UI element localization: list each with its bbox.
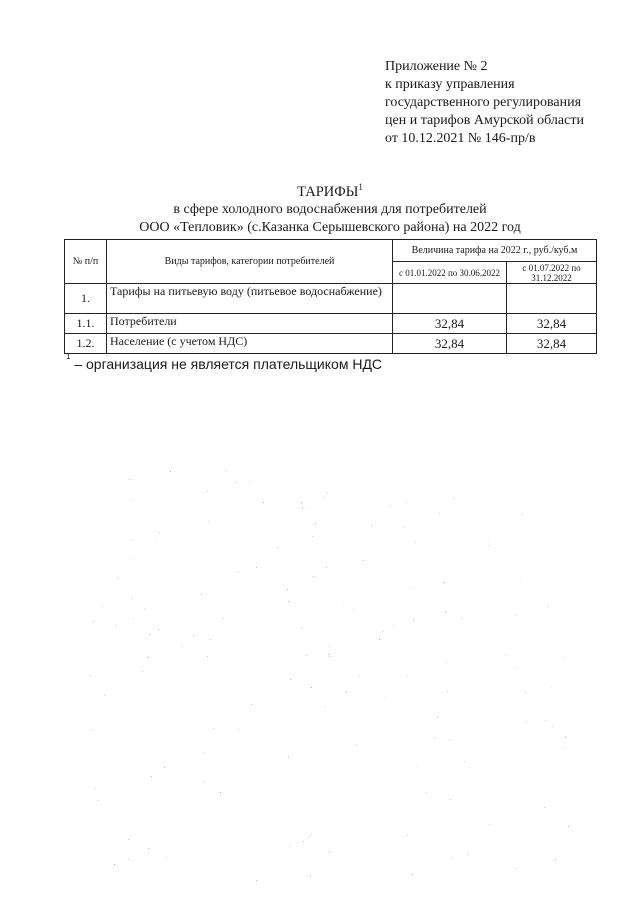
scan-speck — [226, 470, 227, 471]
scan-speck — [148, 848, 149, 849]
scan-speck — [412, 874, 413, 875]
table-header-row — [65, 240, 597, 262]
scan-speck — [239, 729, 240, 730]
scan-speck — [290, 679, 291, 680]
footnote-text: – организация не является плательщиком НДС — [70, 356, 383, 372]
scan-speck — [263, 502, 264, 503]
scan-speck — [412, 588, 413, 589]
scan-speck — [328, 646, 329, 647]
row-name: Тарифы на питьевую воду (питьевое водоснабжение) — [107, 284, 393, 314]
scan-speck — [301, 628, 302, 629]
scan-speck — [193, 635, 194, 636]
scan-speck — [131, 539, 132, 540]
scan-speck — [469, 767, 470, 768]
scan-speck — [303, 841, 304, 842]
scan-speck — [489, 545, 490, 546]
scan-speck — [363, 560, 364, 561]
scan-speck — [90, 675, 91, 676]
scan-speck — [312, 536, 313, 537]
scan-speck — [403, 527, 404, 528]
scan-speck — [565, 747, 566, 748]
appendix-line: Приложение № 2 — [385, 59, 488, 74]
scan-speck — [170, 471, 171, 472]
scan-speck — [288, 756, 289, 757]
scan-speck — [142, 671, 143, 672]
scan-speck — [413, 620, 414, 621]
header-period-2: с 01.07.2022 по 31.12.2022 — [507, 262, 597, 284]
title-line-2: ООО «Тепловик» (с.Казанка Серышевского района) на 2022 год — [139, 219, 521, 235]
title-text: ТАРИФЫ — [297, 183, 359, 200]
scan-speck — [288, 601, 289, 602]
scan-speck — [238, 572, 239, 573]
scan-speck — [516, 615, 517, 616]
scan-speck — [407, 835, 408, 836]
scan-speck — [364, 854, 365, 855]
scan-speck — [379, 639, 380, 640]
scan-speck — [407, 676, 408, 677]
scan-speck — [104, 695, 105, 696]
table-row — [65, 314, 597, 334]
scan-speck — [426, 792, 427, 793]
scan-speck — [525, 692, 526, 693]
scan-speck — [565, 737, 566, 738]
appendix-line: от 10.12.2021 № 146-пр/в — [385, 131, 536, 146]
appendix-line: к приказу управления — [385, 77, 515, 92]
scan-speck — [437, 717, 438, 718]
scan-speck — [343, 602, 344, 603]
scan-speck — [128, 839, 129, 840]
appendix-line: цен и тарифов Амурской области — [385, 113, 584, 128]
row-value-2: 32,84 — [507, 314, 597, 334]
scan-speck — [133, 618, 134, 619]
scan-speck — [329, 656, 330, 657]
scan-speck — [356, 744, 357, 745]
scan-speck — [434, 738, 435, 739]
scan-speck — [544, 807, 545, 808]
row-num: 1.1. — [65, 314, 107, 334]
header-period-1: с 01.01.2022 по 30.06.2022 — [393, 262, 507, 284]
scan-speck — [220, 792, 221, 793]
scan-speck — [197, 634, 198, 635]
scan-speck — [310, 876, 311, 877]
scan-speck — [449, 739, 450, 740]
scan-speck — [346, 692, 347, 693]
scan-speck — [461, 618, 462, 619]
scan-speck — [148, 657, 149, 658]
scan-speck — [415, 541, 416, 542]
scan-speck — [256, 567, 257, 568]
row-value-1 — [393, 284, 507, 314]
scan-speck — [417, 767, 418, 768]
scan-speck — [552, 726, 553, 727]
scan-speck — [406, 502, 407, 503]
scan-speck — [468, 854, 469, 855]
scan-speck — [555, 859, 556, 860]
footnote — [66, 352, 383, 372]
scan-speck — [114, 864, 115, 865]
footnote-mark: 1 — [66, 352, 71, 362]
scan-speck — [213, 728, 214, 729]
scan-speck — [520, 581, 521, 582]
scan-speck — [158, 629, 159, 630]
scan-speck — [439, 513, 440, 514]
scan-speck — [353, 609, 354, 610]
scan-speck — [545, 720, 546, 721]
row-value-1: 32,84 — [393, 314, 507, 334]
scan-speck — [132, 598, 133, 599]
row-name: Потребители — [107, 314, 393, 334]
scan-speck — [207, 656, 208, 657]
table-row — [65, 284, 597, 314]
scan-speck — [223, 618, 224, 619]
scan-speck — [164, 767, 165, 768]
scan-speck — [385, 697, 386, 698]
header-num: № п/п — [65, 240, 107, 284]
scan-speck — [447, 691, 448, 692]
scan-speck — [115, 625, 116, 626]
scan-speck — [94, 788, 95, 789]
title-footnote-mark: 1 — [358, 182, 363, 192]
scan-speck — [309, 836, 310, 837]
scan-speck — [383, 631, 384, 632]
title-line-1: в сфере холодного водоснабжения для потребителей — [173, 201, 487, 217]
scan-speck — [102, 606, 103, 607]
header-category: Виды тарифов, категории потребителей — [107, 240, 393, 284]
row-num: 1. — [65, 284, 107, 314]
scan-speck — [514, 668, 515, 669]
scan-speck — [301, 502, 302, 503]
scan-speck — [326, 567, 327, 568]
row-value-1: 32,84 — [393, 334, 507, 354]
scan-speck — [236, 482, 237, 483]
scan-speck — [128, 859, 129, 860]
scan-speck — [306, 508, 307, 509]
scan-speck — [327, 492, 328, 493]
scan-speck — [522, 514, 523, 515]
scan-speck — [208, 521, 209, 522]
scan-speck — [306, 655, 307, 656]
header-value: Величина тарифа на 2022 г., руб./куб.м — [393, 240, 597, 262]
scan-speck — [159, 532, 160, 533]
scan-speck — [371, 525, 372, 526]
tariff-table — [64, 239, 597, 354]
scan-speck — [311, 687, 312, 688]
scan-speck — [302, 508, 303, 509]
scan-speck — [149, 634, 150, 635]
scan-speck — [181, 646, 182, 647]
scan-speck — [526, 722, 527, 723]
scan-speck — [130, 499, 131, 500]
scan-speck — [131, 558, 132, 559]
scan-speck — [516, 868, 517, 869]
scan-speck — [251, 704, 252, 705]
scan-speck — [204, 782, 205, 783]
scan-speck — [453, 498, 454, 499]
scan-speck — [450, 799, 451, 800]
scan-speck — [201, 594, 202, 595]
scan-speck — [393, 626, 394, 627]
scan-speck — [489, 541, 490, 542]
scan-speck — [210, 639, 211, 640]
row-name: Население (с учетом НДС) — [107, 334, 393, 354]
scan-speck — [117, 578, 118, 579]
scan-speck — [444, 582, 445, 583]
scan-speck — [505, 655, 506, 656]
scan-speck — [551, 686, 552, 687]
scan-speck — [311, 834, 312, 835]
scan-speck — [324, 497, 325, 498]
scan-speck — [438, 604, 439, 605]
scan-speck — [446, 662, 447, 663]
table-row — [65, 334, 597, 354]
title-main — [60, 178, 600, 201]
appendix-header — [385, 58, 584, 148]
scan-speck — [207, 491, 208, 492]
scan-speck — [129, 479, 130, 480]
scan-speck — [256, 880, 257, 881]
scan-speck — [93, 621, 94, 622]
scan-speck — [92, 730, 93, 731]
scan-speck — [277, 547, 278, 548]
scan-speck — [313, 576, 314, 577]
scan-speck — [390, 506, 391, 507]
scan-speck — [202, 781, 203, 782]
scan-speck — [489, 824, 490, 825]
scan-speck — [166, 857, 167, 858]
row-value-2 — [507, 284, 597, 314]
scan-speck — [151, 776, 152, 777]
document-title — [60, 178, 600, 237]
scan-speck — [98, 800, 99, 801]
scan-speck — [568, 826, 569, 827]
scan-speck — [464, 761, 465, 762]
scan-speck — [452, 858, 453, 859]
scan-speck — [156, 539, 157, 540]
appendix-line: государственного регулирования — [385, 95, 582, 110]
scan-speck — [287, 589, 288, 590]
row-value-2: 32,84 — [507, 334, 597, 354]
row-num: 1.2. — [65, 334, 107, 354]
scan-speck — [249, 482, 250, 483]
scan-speck — [563, 657, 564, 658]
scan-speck — [329, 851, 330, 852]
scan-speck — [359, 675, 360, 676]
scan-speck — [325, 706, 326, 707]
scan-speck — [445, 612, 446, 613]
scan-speck — [290, 846, 291, 847]
scan-speck — [203, 752, 204, 753]
scan-speck — [548, 606, 549, 607]
scan-speck — [144, 608, 145, 609]
scan-speck — [315, 523, 316, 524]
